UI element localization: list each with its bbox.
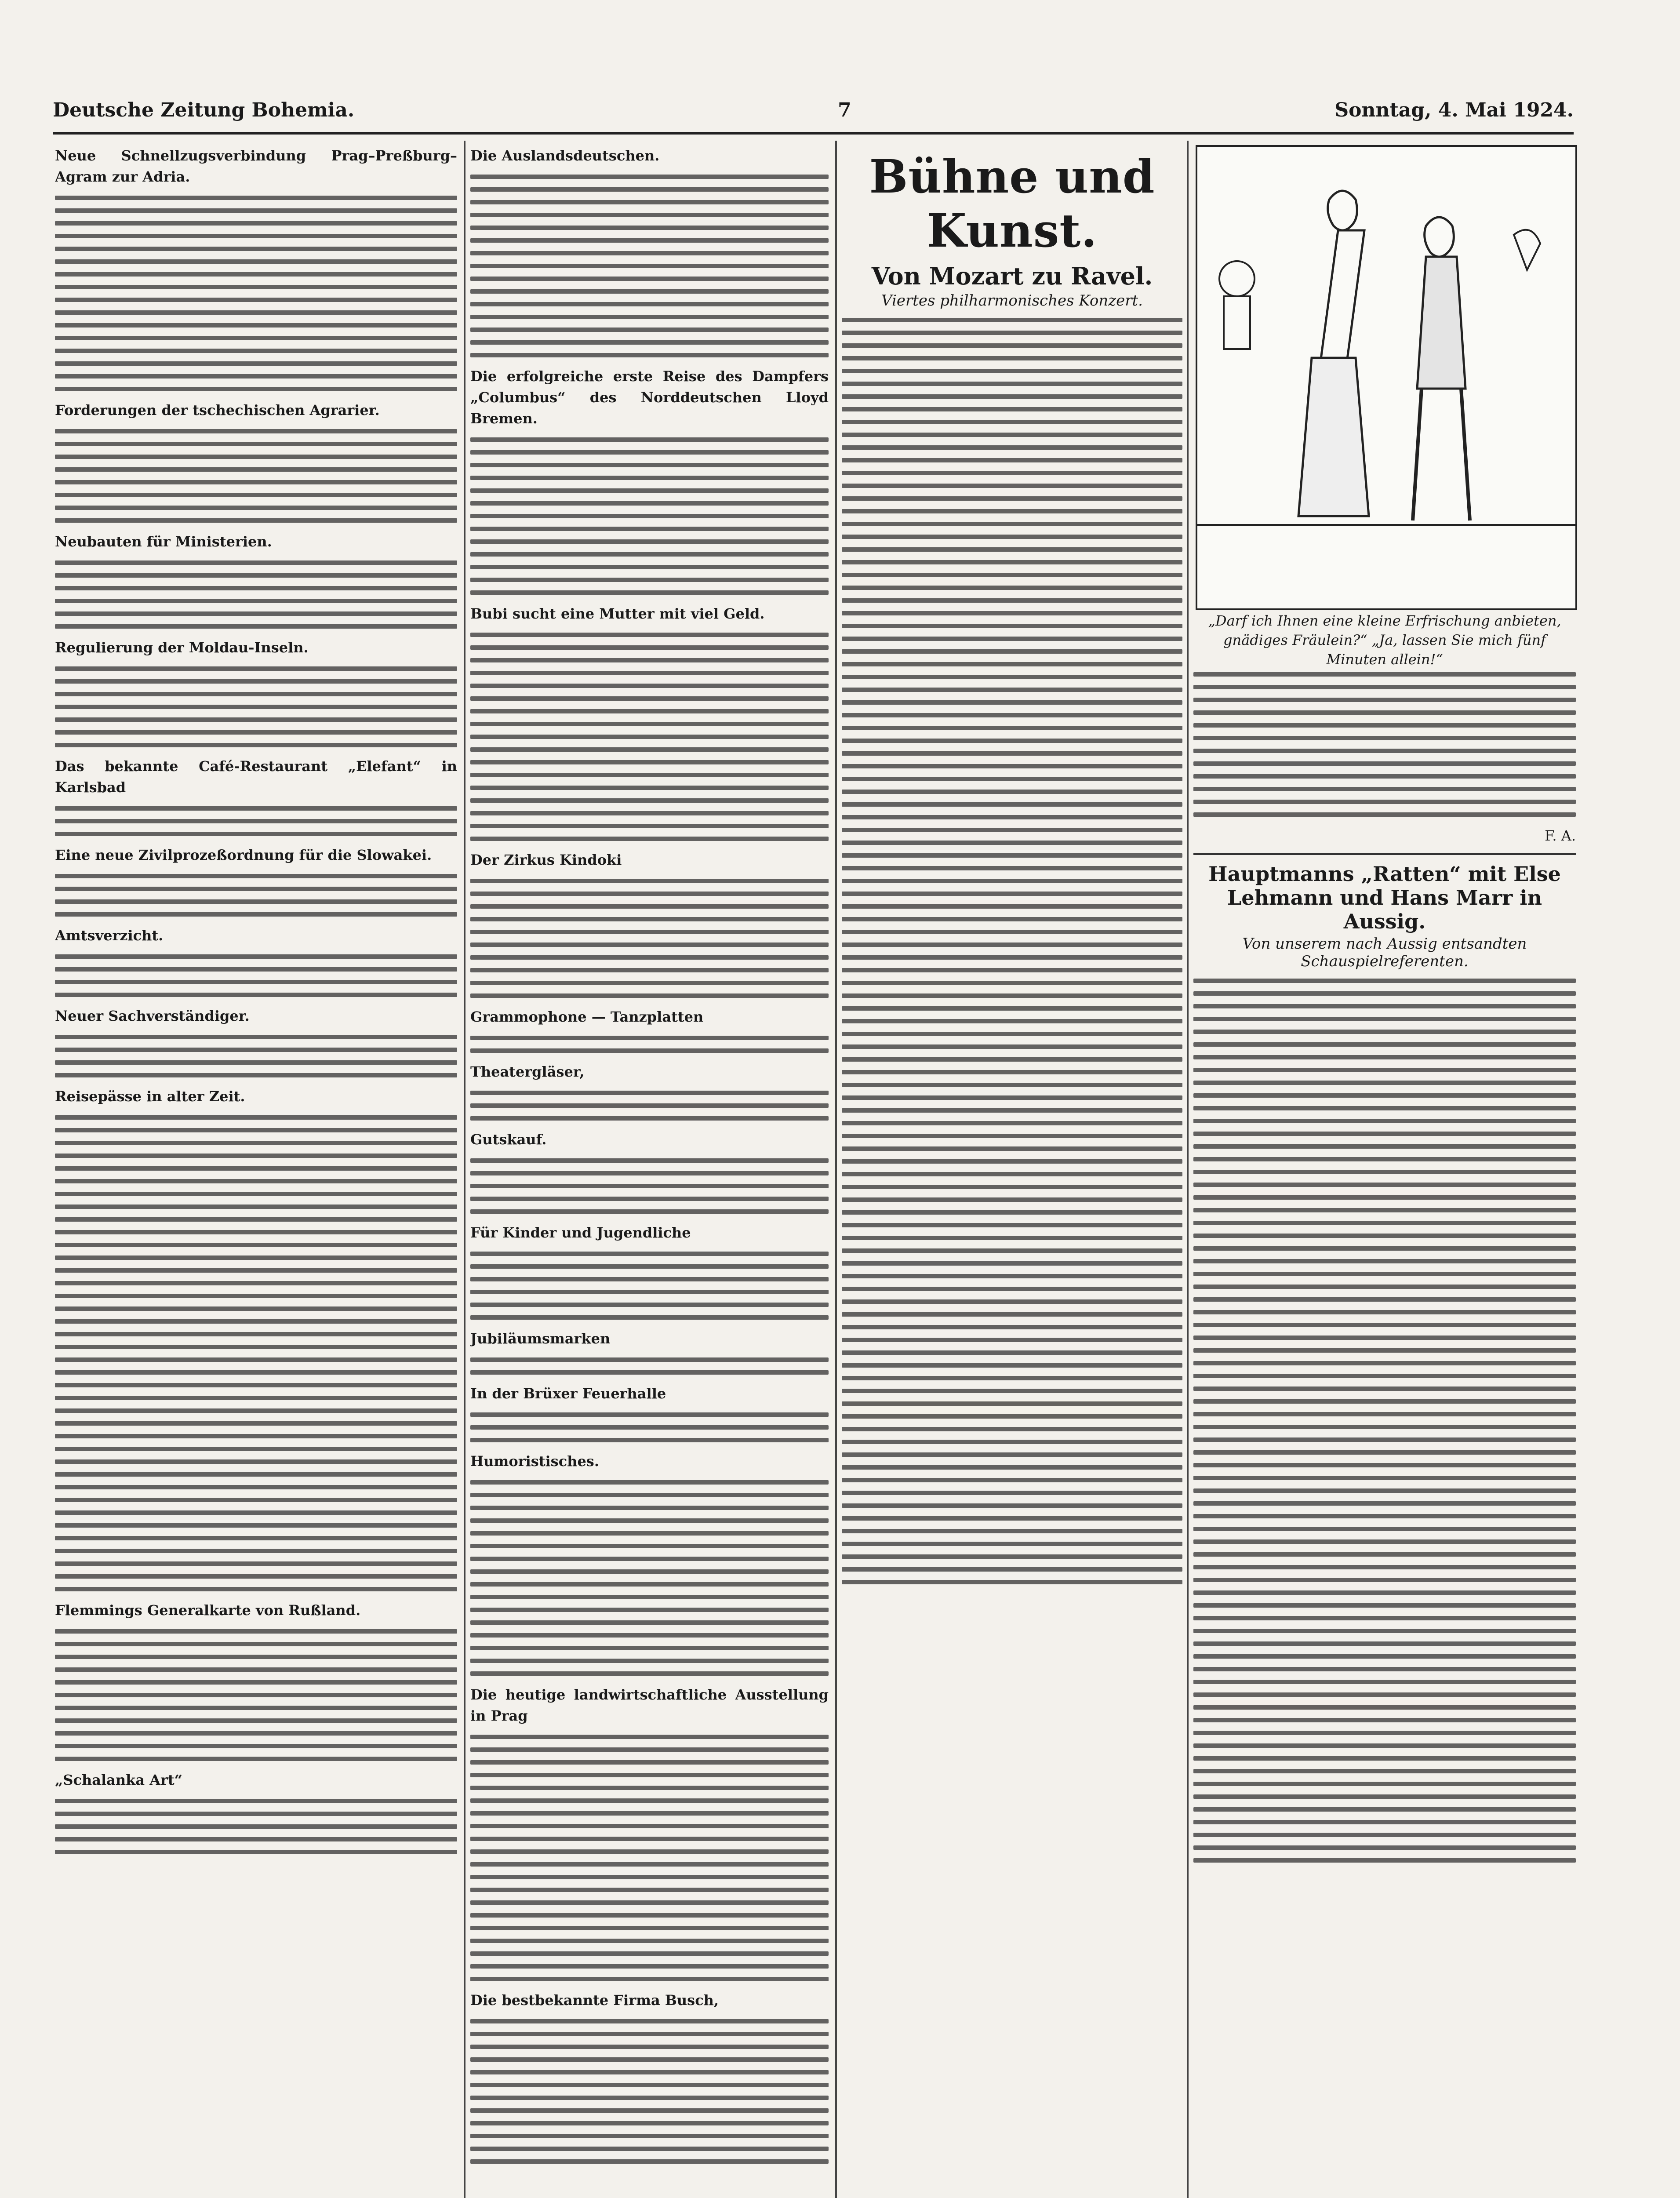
article-body: [470, 437, 829, 595]
article-headline: Amtsverzicht.: [55, 927, 164, 944]
section-title: Bühne und Kunst.: [869, 149, 1155, 258]
article-headline: Theatergläser,: [470, 1063, 585, 1080]
article-body: [842, 318, 1182, 1584]
masthead-date: Sonntag, 4. Mai 1924.: [1335, 98, 1574, 121]
column-1: [55, 145, 457, 2198]
article-title: Von Mozart zu Ravel.: [871, 262, 1153, 290]
article-headline: Die erfolgreiche erste Reise des Dampfers „Columbus“ des Norddeutschen Lloyd Bremen.: [470, 368, 829, 427]
article-body: [55, 666, 457, 747]
article-body: [470, 1158, 829, 1214]
article-separator: [1193, 853, 1576, 855]
article-body: [55, 1115, 457, 1591]
article-headline: Neubauten für Ministerien.: [55, 533, 272, 550]
column-3: [842, 145, 1182, 2198]
column-4: [1193, 664, 1576, 2198]
article-body: [470, 1412, 829, 1442]
article-headline: Humoristisches.: [470, 1453, 599, 1470]
article-headline: Die bestbekannte Firma Busch,: [470, 1992, 719, 2009]
masthead-paper-name: Deutsche Zeitung Bohemia.: [53, 98, 355, 121]
article-body: [55, 560, 457, 629]
article-subtitle: Von unserem nach Aussig entsandten Schauspielreferenten.: [1242, 935, 1527, 970]
article-body: [470, 633, 829, 841]
article-body: [470, 1735, 829, 1981]
article-headline: Neuer Sachverständiger.: [55, 1008, 250, 1024]
top-rule: [53, 132, 1574, 135]
column-divider: [1187, 141, 1189, 2198]
article-body: [470, 1091, 829, 1121]
article-body: [470, 1357, 829, 1375]
article-headline: Das bekannte Café-Restaurant „Elefant“ in Karlsbad: [55, 758, 457, 796]
article-body: [470, 1480, 829, 1676]
cartoon-illustration: [1196, 145, 1577, 610]
article-headline: Gutskauf.: [470, 1131, 547, 1148]
article-headline: Regulierung der Moldau-Inseln.: [55, 639, 309, 656]
masthead-page-number: 7: [837, 98, 851, 121]
article-body: [470, 2019, 829, 2164]
article-body: [470, 1036, 829, 1053]
masthead: [53, 95, 1574, 125]
article-body: [55, 429, 457, 523]
article-title: Hauptmanns „Ratten“ mit Else Lehmann und Hans Marr in Aussig.: [1208, 862, 1561, 933]
article-body: [55, 874, 457, 917]
column-divider: [835, 141, 837, 2198]
article-headline: Flemmings Generalkarte von Rußland.: [55, 1602, 361, 1619]
article-body: [55, 1035, 457, 1077]
article-headline: Neue Schnellzugsverbindung Prag–Preßburg–Agram zur Adria.: [55, 147, 457, 185]
article-headline: Forderungen der tschechischen Agrarier.: [55, 402, 380, 418]
article-headline: In der Brüxer Feuerhalle: [470, 1385, 666, 1402]
article-body: [55, 806, 457, 836]
article-body: [55, 1799, 457, 1854]
article-headline: Reisepässe in alter Zeit.: [55, 1088, 245, 1105]
article-headline: Der Zirkus Kindoki: [470, 852, 622, 868]
article-headline: Grammophone — Tanzplatten: [470, 1008, 704, 1025]
article-headline: Die heutige landwirtschaftliche Ausstellung in Prag: [470, 1686, 829, 1724]
article-headline: „Schalanka Art“: [55, 1772, 183, 1788]
article-signature: F. A.: [1545, 827, 1576, 844]
article-headline: Bubi sucht eine Mutter mit viel Geld.: [470, 605, 765, 622]
column-2: [470, 145, 829, 2198]
cartoon-caption: „Darf ich Ihnen eine kleine Erfrischung anbieten, gnädiges Fräulein?“ „Ja, lassen Sie mich fünf Minuten allein!“: [1208, 612, 1561, 668]
article-body: [1193, 979, 1576, 1863]
article-body: [55, 196, 457, 391]
article-body: [55, 1629, 457, 1761]
article-body: [470, 879, 829, 998]
article-body: [470, 175, 829, 357]
article-body: [470, 1252, 829, 1320]
article-headline: Die Auslandsdeutschen.: [470, 147, 660, 164]
article-body: [55, 954, 457, 997]
article-headline: Eine neue Zivilprozeßordnung für die Slowakei.: [55, 847, 432, 863]
article-headline: Jubiläumsmarken: [470, 1330, 611, 1347]
article-body: [1193, 672, 1576, 817]
article-subtitle: Viertes philharmonisches Konzert.: [881, 292, 1143, 309]
column-divider: [464, 141, 465, 2198]
article-headline: Für Kinder und Jugendliche: [470, 1224, 691, 1241]
